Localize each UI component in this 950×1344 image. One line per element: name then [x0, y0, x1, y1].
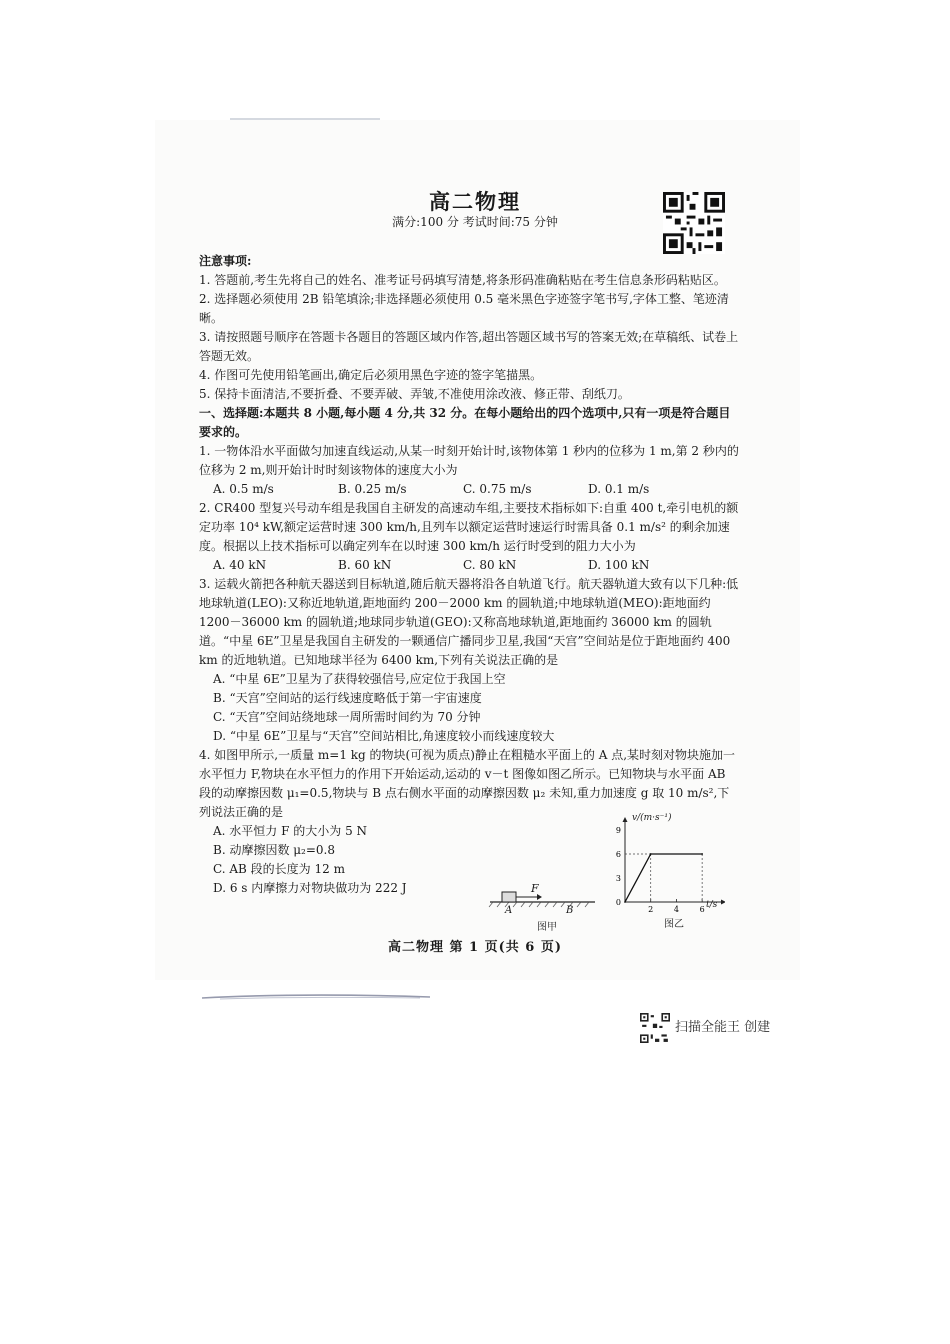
notice-item: 4. 作图可先使用铅笔画出,确定后必须用黑色字迹的签字笔描黑。: [199, 368, 543, 382]
notice-heading: 注意事项:: [199, 254, 252, 268]
y-tick-label: 6: [615, 850, 621, 859]
y-axis-arrow: [623, 817, 628, 822]
velocity-data-point: [624, 901, 626, 903]
velocity-data-point: [701, 853, 703, 855]
force-label: F: [531, 882, 539, 895]
question-3-stem: 3. 运载火箭把各种航天器送到目标轨道,随后航天器将沿各自轨道飞行。航天器轨道大致有以下几种:低地球轨道(LEO):又称近地轨道,距地面约 200－2000 km 的圆轨道;中地球轨道(MEO):距地面约 1200－36000 km 的圆轨道;地球同步轨道(GEO):又称高地球轨道,距地面约 36000 km 的圆轨道。“中星 6E”卫星是我国自主研发的一颗通信广播同步卫星,我国“天宫”空间站是位于距地面约 400 km 的近地轨道。已知地球半径为 6400 km,下列有关说法正确的是: [199, 577, 739, 667]
question-2-stem: 2. CR400 型复兴号动车组是我国自主研发的高速动车组,主要技术指标如下:自重 400 t,牵引电机的额定功率 10⁴ kW,额定运营时速 300 km/h,且列车以额定运营时速运行时需具备 0.1 m/s² 的剩余加速度。根据以上技术指标可以确定列车在以时速 300 km/h 运行时受到的阻力大小为: [199, 501, 739, 553]
option-c: C. 0.75 m/s: [463, 482, 532, 496]
option-d: D. 6 s 内摩擦力对物块做功为 222 J: [213, 881, 407, 895]
velocity-data-point: [650, 853, 652, 855]
question-1-options: [199, 480, 739, 499]
notice-item: 2. 选择题必须使用 2B 铅笔填涂;非选择题必须使用 0.5 毫米黑色字迹签字笔书写,字体工整、笔迹清晰。: [199, 292, 729, 325]
y-tick-label: 3: [615, 874, 621, 883]
velocity-series-line: [625, 854, 702, 902]
option-d: D. 100 kN: [588, 558, 650, 572]
notice-item: 3. 请按照题号顺序在答题卡各题目的答题区域内作答,超出答题区域书写的答案无效;在草稿纸、试卷上答题无效。: [199, 330, 739, 363]
chart-xlabel: t/s: [706, 900, 718, 910]
question-4-stem: 4. 如图甲所示,一质量 m=1 kg 的物块(可视为质点)静止在粗糙水平面上的 A 点,某时刻对物块施加一水平恒力 F,物块在水平恒力的作用下开始运动,运动的 v－t 图像如图乙所示。已知物块与水平面 AB 段的动摩擦因数 μ₁=0.5,物块与 B 点右侧水平面的动摩擦因数 μ₂ 未知,重力加速度 g 取 10 m/s²,下列说法正确的是: [199, 748, 736, 819]
block: [502, 892, 516, 902]
chart-ylabel: v/(m·s⁻¹): [632, 813, 672, 823]
option-a: A. 水平恒力 F 的大小为 5 N: [213, 824, 368, 838]
option-c: C. AB 段的长度为 12 m: [213, 862, 345, 876]
point-a-label: A: [505, 905, 513, 916]
notice-item: 1. 答题前,考生先将自己的姓名、准考证号码填写清楚,将条形码准确粘贴在考生信息条形码粘贴区。: [199, 273, 726, 287]
page-footer: 高二物理 第 1 页(共 6 页): [387, 940, 563, 955]
option-d: D. “中星 6E”卫星与“天宫”空间站相比,角速度较小而线速度较大: [213, 729, 555, 743]
exam-content: [199, 252, 739, 898]
y-tick-label: 9: [615, 826, 621, 835]
figure-jia-caption: 图甲: [537, 922, 557, 933]
option-c: C. “天宫”空间站绕地球一周所需时间约为 70 分钟: [213, 710, 481, 724]
option-b: B. 动摩擦因数 μ₂=0.8: [213, 843, 336, 857]
qr-code-icon: [663, 192, 725, 254]
y-tick-label: 0: [615, 898, 621, 907]
scanner-watermark: 扫描全能王 创建: [675, 1020, 771, 1035]
option-a: A. 40 kN: [213, 558, 267, 572]
option-b: B. “天宫”空间站的运行线速度略低于第一宇宙速度: [213, 691, 482, 705]
question-4-options: [199, 822, 469, 898]
x-axis-arrow: [721, 900, 725, 905]
x-tick-label: 2: [648, 905, 654, 914]
notice-item: 5. 保持卡面清洁,不要折叠、不要弄破、弄皱,不准使用涂改液、修正带、刮纸刀。: [199, 387, 630, 401]
option-b: B. 0.25 m/s: [338, 482, 407, 496]
ground-hatching: [489, 902, 589, 907]
scan-edge-top: [230, 118, 380, 120]
option-d: D. 0.1 m/s: [588, 482, 650, 496]
x-tick-label: 6: [699, 905, 705, 914]
section-heading: 一、选择题:本题共 8 小题,每小题 4 分,共 32 分。在每小题给出的四个选项中,只有一项是符合题目要求的。: [199, 406, 731, 439]
option-a: A. 0.5 m/s: [213, 482, 274, 496]
scan-smudge: [200, 992, 432, 1002]
question-2-options: [199, 556, 739, 575]
exam-subtitle: 满分:100 分 考试时间:75 分钟: [392, 215, 558, 229]
question-1-stem: 1. 一物体沿水平面做匀加速直线运动,从某一时刻开始计时,该物体第 1 秒内的位移为 1 m,第 2 秒内的位移为 2 m,则开始计时时刻该物体的速度大小为: [199, 444, 739, 477]
figure-yi-caption: 图乙: [664, 919, 684, 930]
option-a: A. “中星 6E”卫星为了获得较强信号,应定位于我国上空: [213, 672, 506, 686]
option-b: B. 60 kN: [338, 558, 392, 572]
x-tick-label: 4: [673, 905, 679, 914]
exam-title: 高二物理: [429, 189, 521, 214]
point-b-label: B: [566, 905, 574, 916]
option-c: C. 80 kN: [463, 558, 517, 572]
scanner-logo-icon: [640, 1013, 670, 1043]
